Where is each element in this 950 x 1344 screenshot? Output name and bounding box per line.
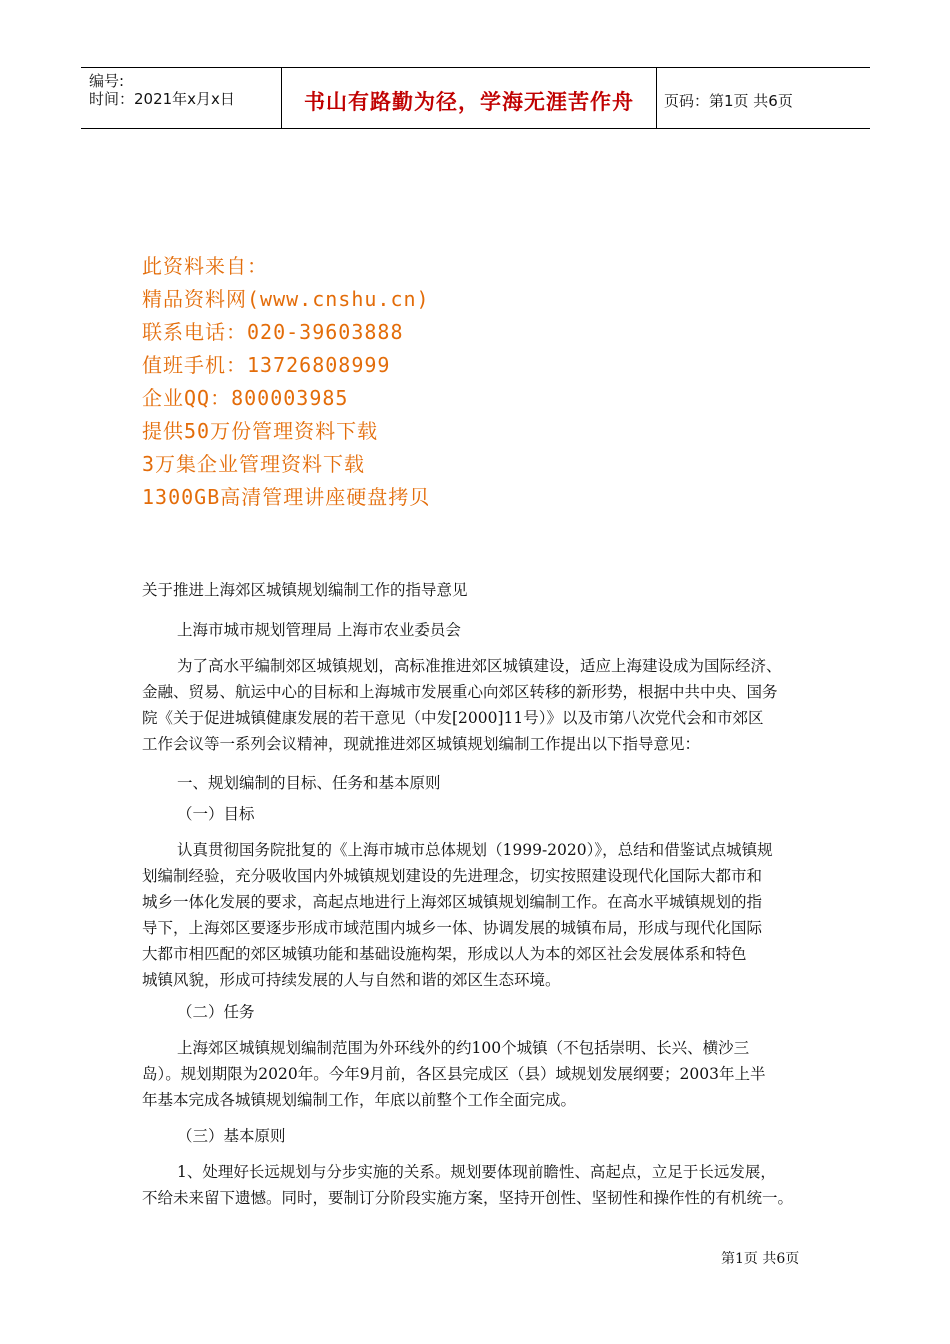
footer-page-number: 第1页 共6页 [721,1251,800,1267]
document-issuers: 上海市城市规划管理局 上海市农业委员会 [177,621,461,639]
header-motto-cell [281,68,657,128]
paragraph-line: 导下，上海郊区要逐步形成市域范围内城乡一体、协调发展的城镇布局，形成与现代化国际 [142,919,763,937]
paragraph-line: 大都市相匹配的郊区城镇功能和基础设施构架，形成以人为本的郊区社会发展体系和特色 [142,945,747,963]
paragraph-line: 金融、贸易、航运中心的目标和上海城市发展重心向郊区转移的新形势，根据中共中央、国务 [142,683,778,701]
page-header [81,67,870,129]
document-title: 关于推进上海郊区城镇规划编制工作的指导意见 [142,581,468,599]
subsection-heading: （一）目标 [177,805,255,823]
paragraph-line: 工作会议等一系列会议精神，现就推进郊区城镇规划编制工作提出以下指导意见： [142,735,701,753]
section-heading: 一、规划编制的目标、任务和基本原则 [177,774,441,792]
document-number-label: 编号: [89,72,125,90]
promo-block [142,250,430,514]
promo-line: 精品资料网(www.cnshu.cn) [142,287,430,311]
paragraph-line: 岛）。规划期限为2020年。今年9月前，各区县完成区（县）域规划发展纲要；2003年上半 [142,1065,766,1083]
goal-paragraph [142,837,773,993]
header-page-number: 页码：第1页 共6页 [664,92,793,110]
paragraph-line: 城乡一体化发展的要求，高起点地进行上海郊区城镇规划编制工作。在高水平城镇规划的指 [142,893,763,911]
document-time-label: 时间：2021年x月x日 [89,90,235,108]
header-page-cell [656,68,870,128]
paragraph-line: 认真贯彻国务院批复的《上海市城市总体规划（1999-2020）》，总结和借鉴试点城镇规 [177,841,773,859]
promo-line: 1300GB高清管理讲座硬盘拷贝 [142,485,431,509]
paragraph-line: 年基本完成各城镇规划编制工作，年底以前整个工作全面完成。 [142,1091,577,1109]
promo-line: 值班手机：13726808999 [142,353,391,377]
promo-line: 联系电话：020-39603888 [142,320,404,344]
header-info-cell [81,68,281,128]
paragraph-line: 不给未来留下遗憾。同时，要制订分阶段实施方案，坚持开创性、坚韧性和操作性的有机统一。 [142,1189,794,1207]
subsection-heading: （三）基本原则 [177,1127,286,1145]
paragraph-line: 划编制经验，充分吸收国内外城镇规划建设的先进理念，切实按照建设现代化国际大都市和 [142,867,763,885]
principle-paragraph [142,1159,793,1211]
paragraph-line: 1、处理好长远规划与分步实施的关系。规划要体现前瞻性、高起点，立足于长远发展， [177,1163,776,1181]
subsection-heading: （二）任务 [177,1003,255,1021]
paragraph-line: 城镇风貌，形成可持续发展的人与自然和谐的郊区生态环境。 [142,971,561,989]
promo-line: 此资料来自： [142,254,268,278]
paragraph-line: 上海郊区城镇规划编制范围为外环线外的约100个城镇（不包括崇明、长兴、横沙三 [177,1039,750,1057]
paragraph-line: 院《关于促进城镇健康发展的若干意见（中发[2000]11号）》以及市第八次党代会和市郊区 [142,709,764,727]
header-motto: 书山有路勤为径，学海无涯苦作舟 [304,90,634,114]
promo-line: 3万集企业管理资料下载 [142,452,366,476]
intro-paragraph [142,653,782,757]
task-paragraph [142,1035,766,1113]
promo-line: 企业QQ：800003985 [142,386,349,410]
promo-line: 提供50万份管理资料下载 [142,419,379,443]
paragraph-line: 为了高水平编制郊区城镇规划，高标准推进郊区城镇建设，适应上海建设成为国际经济、 [177,657,782,675]
